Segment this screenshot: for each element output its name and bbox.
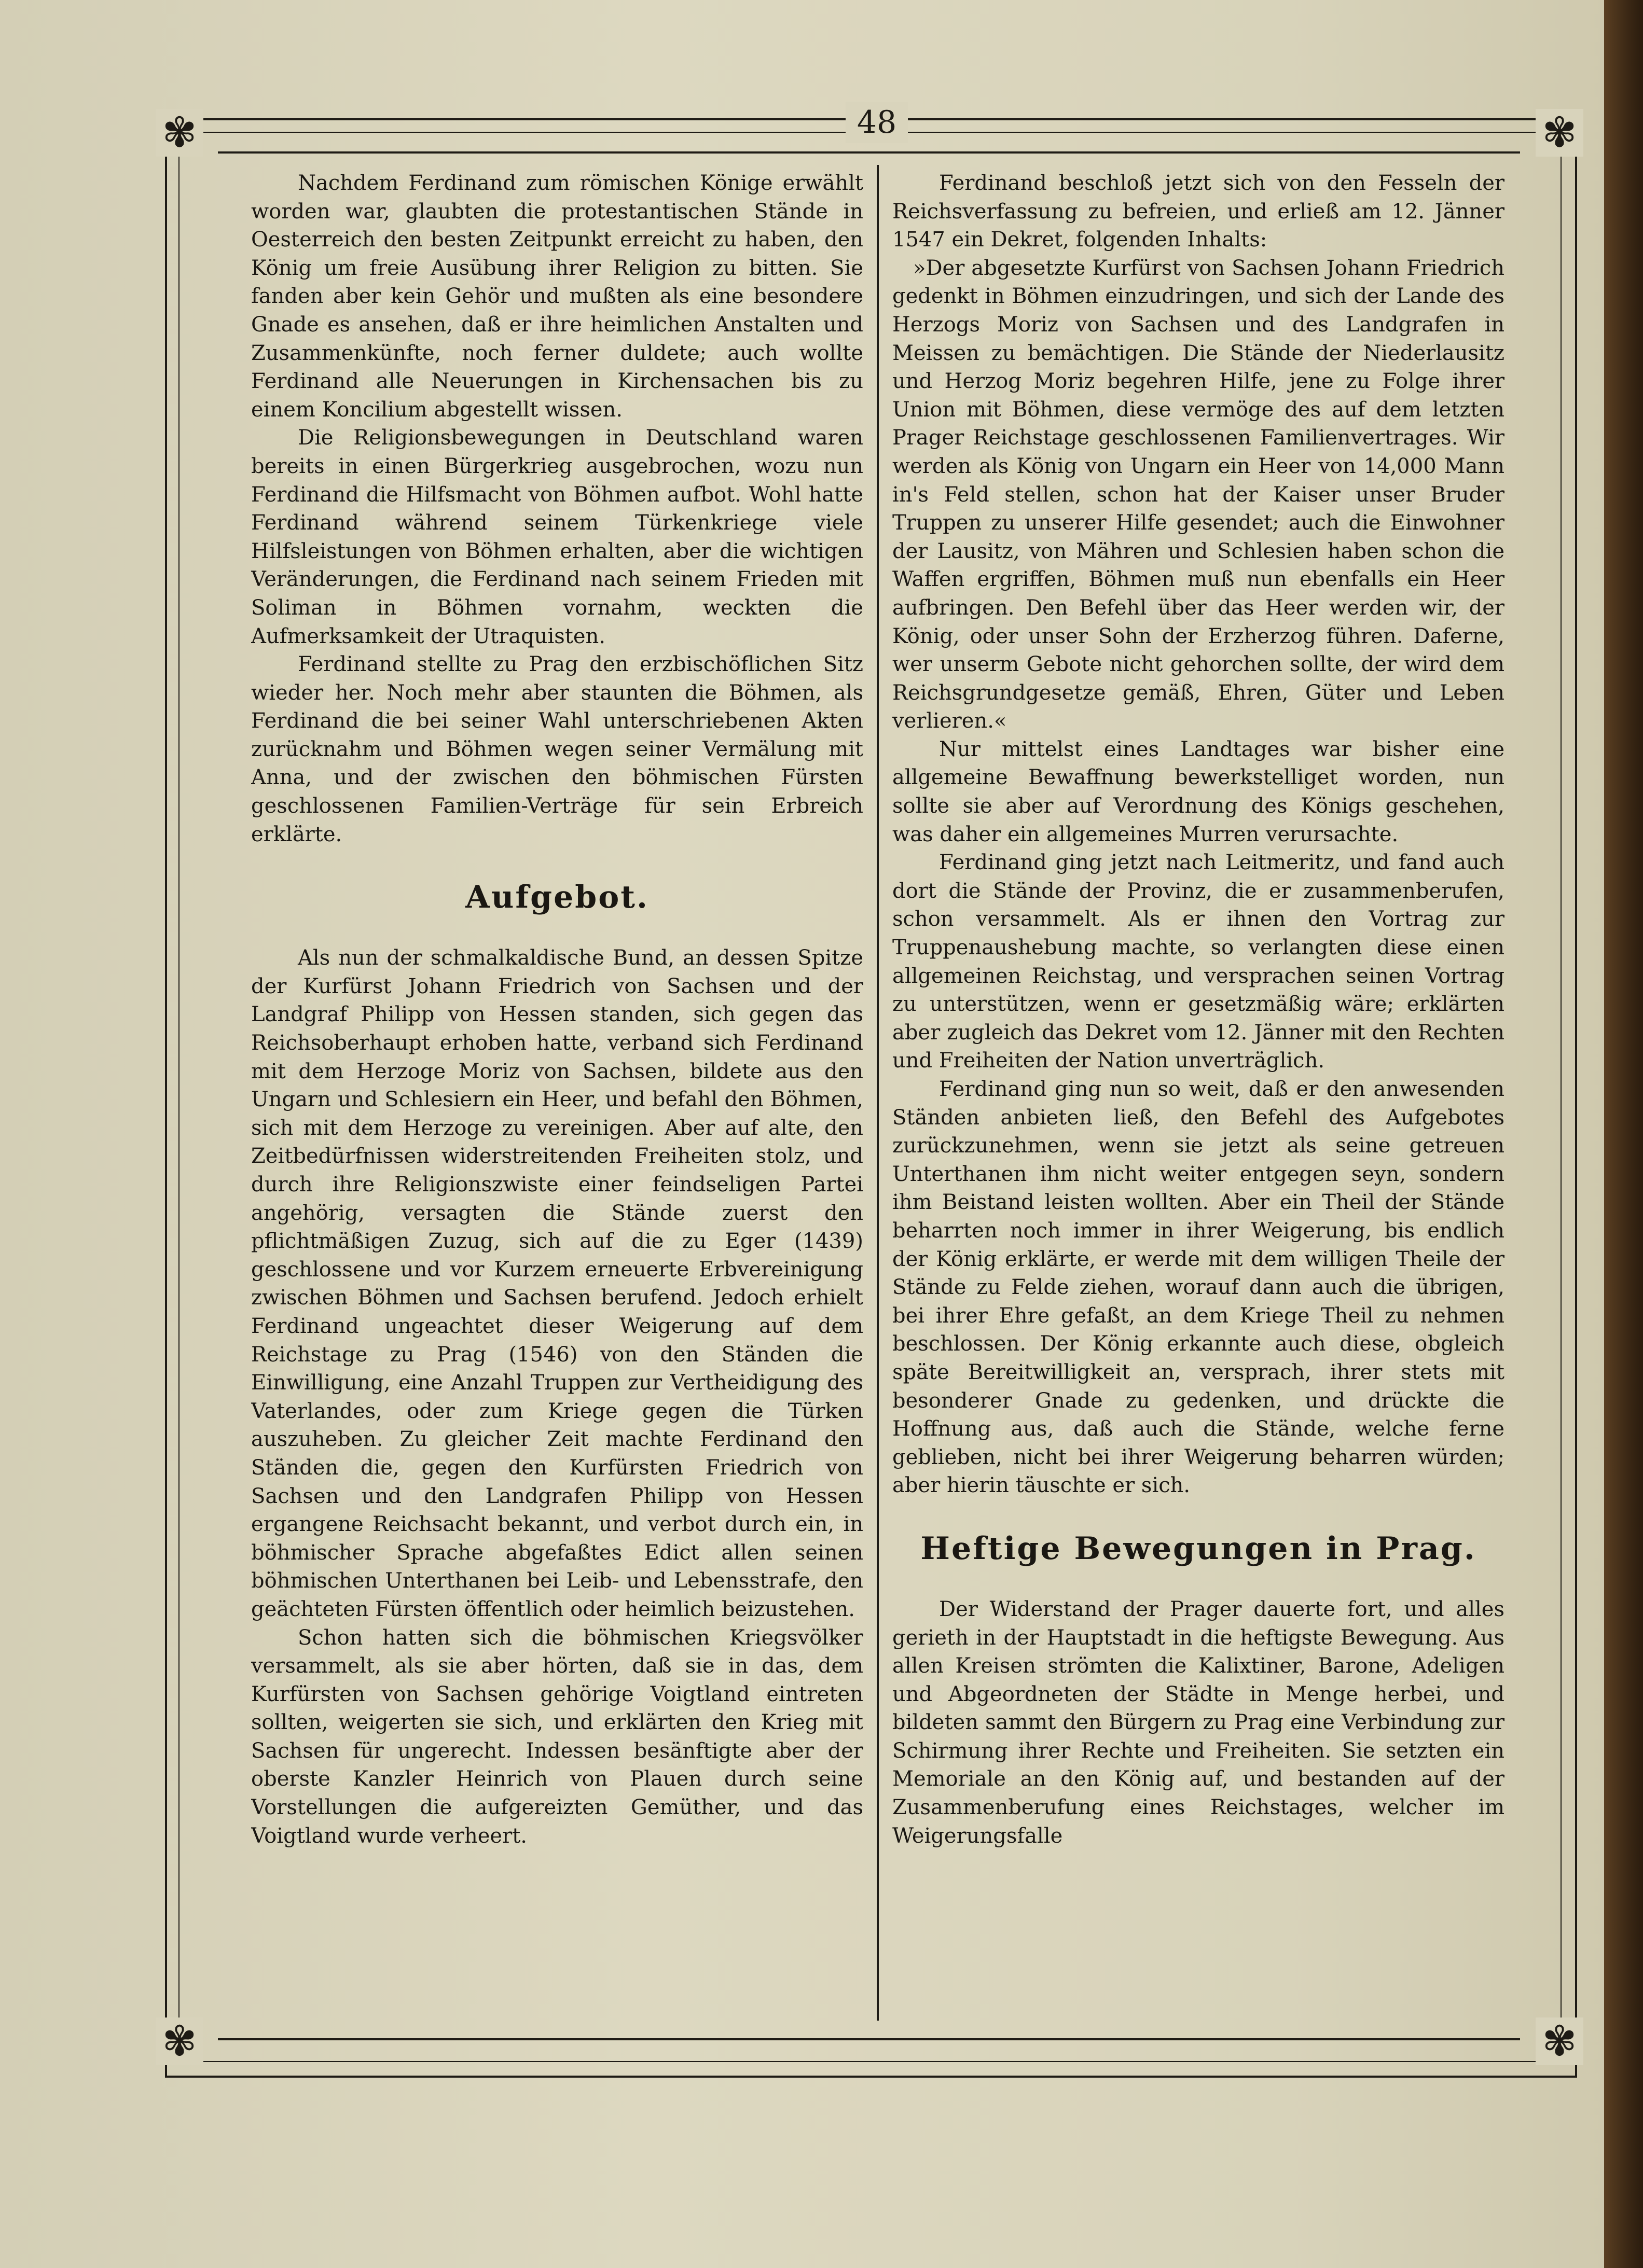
paragraph: Ferdinand beschloß jetzt sich von den Fesseln der Reichsverfassung zu befreien, und erließ am 12. Jänner 1547 ein Dekret, folgenden Inhalts:	[892, 171, 1504, 252]
column-divider	[877, 165, 879, 2021]
top-rule	[218, 151, 1520, 154]
paragraph: Ferdinand ging nun so weit, daß er den anwesenden Ständen anbieten ließ, den Befehl des Aufgebotes zurückzunehmen, wenn sie jetzt als seine getreuen Unterthanen ihm nicht weiter entgegen seyn, sondern ihm Beistand leisten wollten. Aber ein Theil der Stände beharrten noch immer in ihrer Weigerung, bis endlich der König erklärte, er werde mit dem willigen Theile der Stände zu Felde ziehen, worauf dann auch die übrigen, bei ihrer Ehre gefaßt, an dem Kriege Theil zu nehmen beschlossen. Der König erkannte auch diese, obgleich späte Bereitwilligkeit an, versprach, ihrer stets mit besonderer Gnade zu gedenken, und drückte die Hoffnung aus, daß auch die Stände, welche ferne geblieben, nicht bei ihrer Weigerung beharren würden; aber hierin täuschte er sich.	[892, 1077, 1504, 1498]
section-heading-aufgebot: Aufgebot.	[465, 879, 649, 916]
page-number: 48	[846, 102, 908, 143]
corner-ornament-bottom-right-icon: ✾	[1536, 2017, 1583, 2065]
left-column	[251, 169, 863, 2031]
paragraph: Die Religionsbewegungen in Deutschland waren bereits in einen Bürgerkrieg ausgebrochen, wozu nun Ferdinand die Hilfsmacht von Böhmen aufbot. Wohl hatte Ferdinand während seinem Türkenkriege viele Hilfsleistungen von Böhmen erhalten, aber die wichtigen Veränderungen, die Ferdinand nach seinem Frieden mit Soliman in Böhmen vornahm, weckten die Aufmerksamkeit der Utraquisten.	[251, 426, 863, 648]
section-heading-prag: Heftige Bewegungen in Prag.	[920, 1530, 1476, 1567]
paragraph: Nachdem Ferdinand zum römischen Könige erwählt worden war, glaubten die protestantischen Stände in Oesterreich den besten Zeitpunkt erreicht zu haben, den König um freie Ausübung ihrer Religion zu bitten. Sie fanden aber kein Gehör und mußten als eine besondere Gnade es ansehen, daß er ihre heimlichen Anstalten und Zusammenkünfte, noch ferner duldete; auch wollte Ferdinand alle Neuerungen in Kirchensachen bis zu einem Koncilium abgestellt wissen.	[251, 171, 863, 422]
paragraph: Nur mittelst eines Landtages war bisher eine allgemeine Bewaffnung bewerkstelliget worden, nun sollte sie aber auf Verordnung des Königs geschehen, was daher ein allgemeines Murren verursachte.	[892, 737, 1504, 846]
bottom-rule	[218, 2038, 1520, 2040]
corner-ornament-top-right-icon: ✾	[1536, 109, 1583, 157]
paragraph: Als nun der schmalkaldische Bund, an dessen Spitze der Kurfürst Johann Friedrich von Sachsen und der Landgraf Philipp von Hessen standen, sich gegen das Reichsoberhaupt erhoben hatte, verband sich Ferdinand mit dem Herzoge Moriz von Sachsen, bildete aus den Ungarn und Schlesiern ein Heer, und befahl den Böhmen, sich mit dem Herzoge zu vereinigen. Aber auf alte, den Zeitbedürfnissen widerstreitenden Freiheiten stolz, und durch ihre Religionszwiste einer feindseligen Partei angehörig, versagten die Stände zuerst den pflichtmäßigen Zuzug, sich auf die zu Eger (1439) geschlossene und vor Kurzem erneuerte Erbvereinigung zwischen Böhmen und Sachsen berufend. Jedoch erhielt Ferdinand ungeachtet dieser Weigerung auf dem Reichstage zu Prag (1546) von den Ständen die Einwilligung, eine Anzahl Truppen zur Vertheidigung des Vaterlandes, oder zum Kriege gegen die Türken auszuheben. Zu gleicher Zeit machte Ferdinand den Ständen die, gegen den Kurfürsten Friedrich von Sachsen und den Landgrafen Philipp von Hessen ergangene Reichsacht bekannt, und verbot durch ein, in böhmischer Sprache abgefaßtes Edict allen seinen böhmischen Unterthanen bei Leib- und Lebensstrafe, den geächteten Fürsten öffentlich oder heimlich beizustehen.	[251, 946, 863, 1621]
paragraph: Schon hatten sich die böhmischen Kriegsvölker versammelt, als sie aber hörten, daß sie in das, dem Kurfürsten von Sachsen gehörige Voigtland eintreten sollten, weigerten sie sich, und erklärten den Krieg mit Sachsen für ungerecht. Indessen besänftigte aber der oberste Kanzler Heinrich von Plauen durch seine Vorstellungen die aufgereizten Gemüther, und das Voigtland wurde verheert.	[251, 1625, 863, 1848]
paragraph: Der Widerstand der Prager dauerte fort, und alles gerieth in der Hauptstadt in die heftigste Bewegung. Aus allen Kreisen strömten die Kalixtiner, Barone, Adeligen und Abgeordneten der Städte in Menge herbei, und bildeten sammt den Bürgern zu Prag eine Verbindung zur Schirmung ihrer Rechte und Freiheiten. Sie setzten ein Memoriale an den König auf, und bestanden auf der Zusammenberufung eines Reichstages, welcher im Weigerungsfalle	[892, 1597, 1504, 1848]
corner-ornament-top-left-icon: ✾	[156, 109, 203, 157]
paragraph: Ferdinand stellte zu Prag den erzbischöflichen Sitz wieder her. Noch mehr aber staunten die Böhmen, als Ferdinand die bei seiner Wahl unterschriebenen Akten zurücknahm und Böhmen wegen seiner Vermälung mit Anna, und der zwischen den böhmischen Fürsten geschlossenen Familien-Verträge für sein Erbreich erklärte.	[251, 652, 863, 846]
right-column	[892, 169, 1504, 2031]
paragraph: Ferdinand ging jetzt nach Leitmeritz, und fand auch dort die Stände der Provinz, die er zusammenberufen, schon versammelt. Als er ihnen den Vortrag zur Truppenaushebung machte, so verlangten diese einen allgemeinen Reichstag, und versprachen seinen Vortrag zu unterstützen, wenn er gesetzmäßig wäre; erklärten aber zugleich das Dekret vom 12. Jänner mit den Rechten und Freiheiten der Nation unverträglich.	[892, 851, 1504, 1073]
decree-quote: »Der abgesetzte Kurfürst von Sachsen Johann Friedrich gedenkt in Böhmen einzudringen, und sich der Lande des Herzogs Moriz von Sachsen und des Landgrafen in Meissen zu bemächtigen. Die Stände der Niederlausitz und Herzog Moriz begehren Hilfe, jene zu Folge ihrer Union mit Böhmen, diese vermöge des auf dem letzten Prager Reichstage geschlossenen Familienvertrages. Wir werden als König von Ungarn ein Heer von 14,000 Mann in's Feld stellen, schon hat der Kaiser unser Bruder Truppen zu unserer Hilfe gesendet; auch die Einwohner der Lausitz, von Mähren und Schlesien haben schon die Waffen ergriffen, Böhmen muß nun ebenfalls ein Heer aufbringen. Den Befehl über das Heer werden wir, der König, oder unser Sohn der Erzherzog führen. Daferne, wer unserm Gebote nicht gehorchen sollte, der wird dem Reichsgrundgesetze gemäß, Ehren, Güter und Leben verlieren.«	[892, 256, 1504, 733]
book-edge	[1604, 0, 1643, 2268]
corner-ornament-bottom-left-icon: ✾	[156, 2017, 203, 2065]
